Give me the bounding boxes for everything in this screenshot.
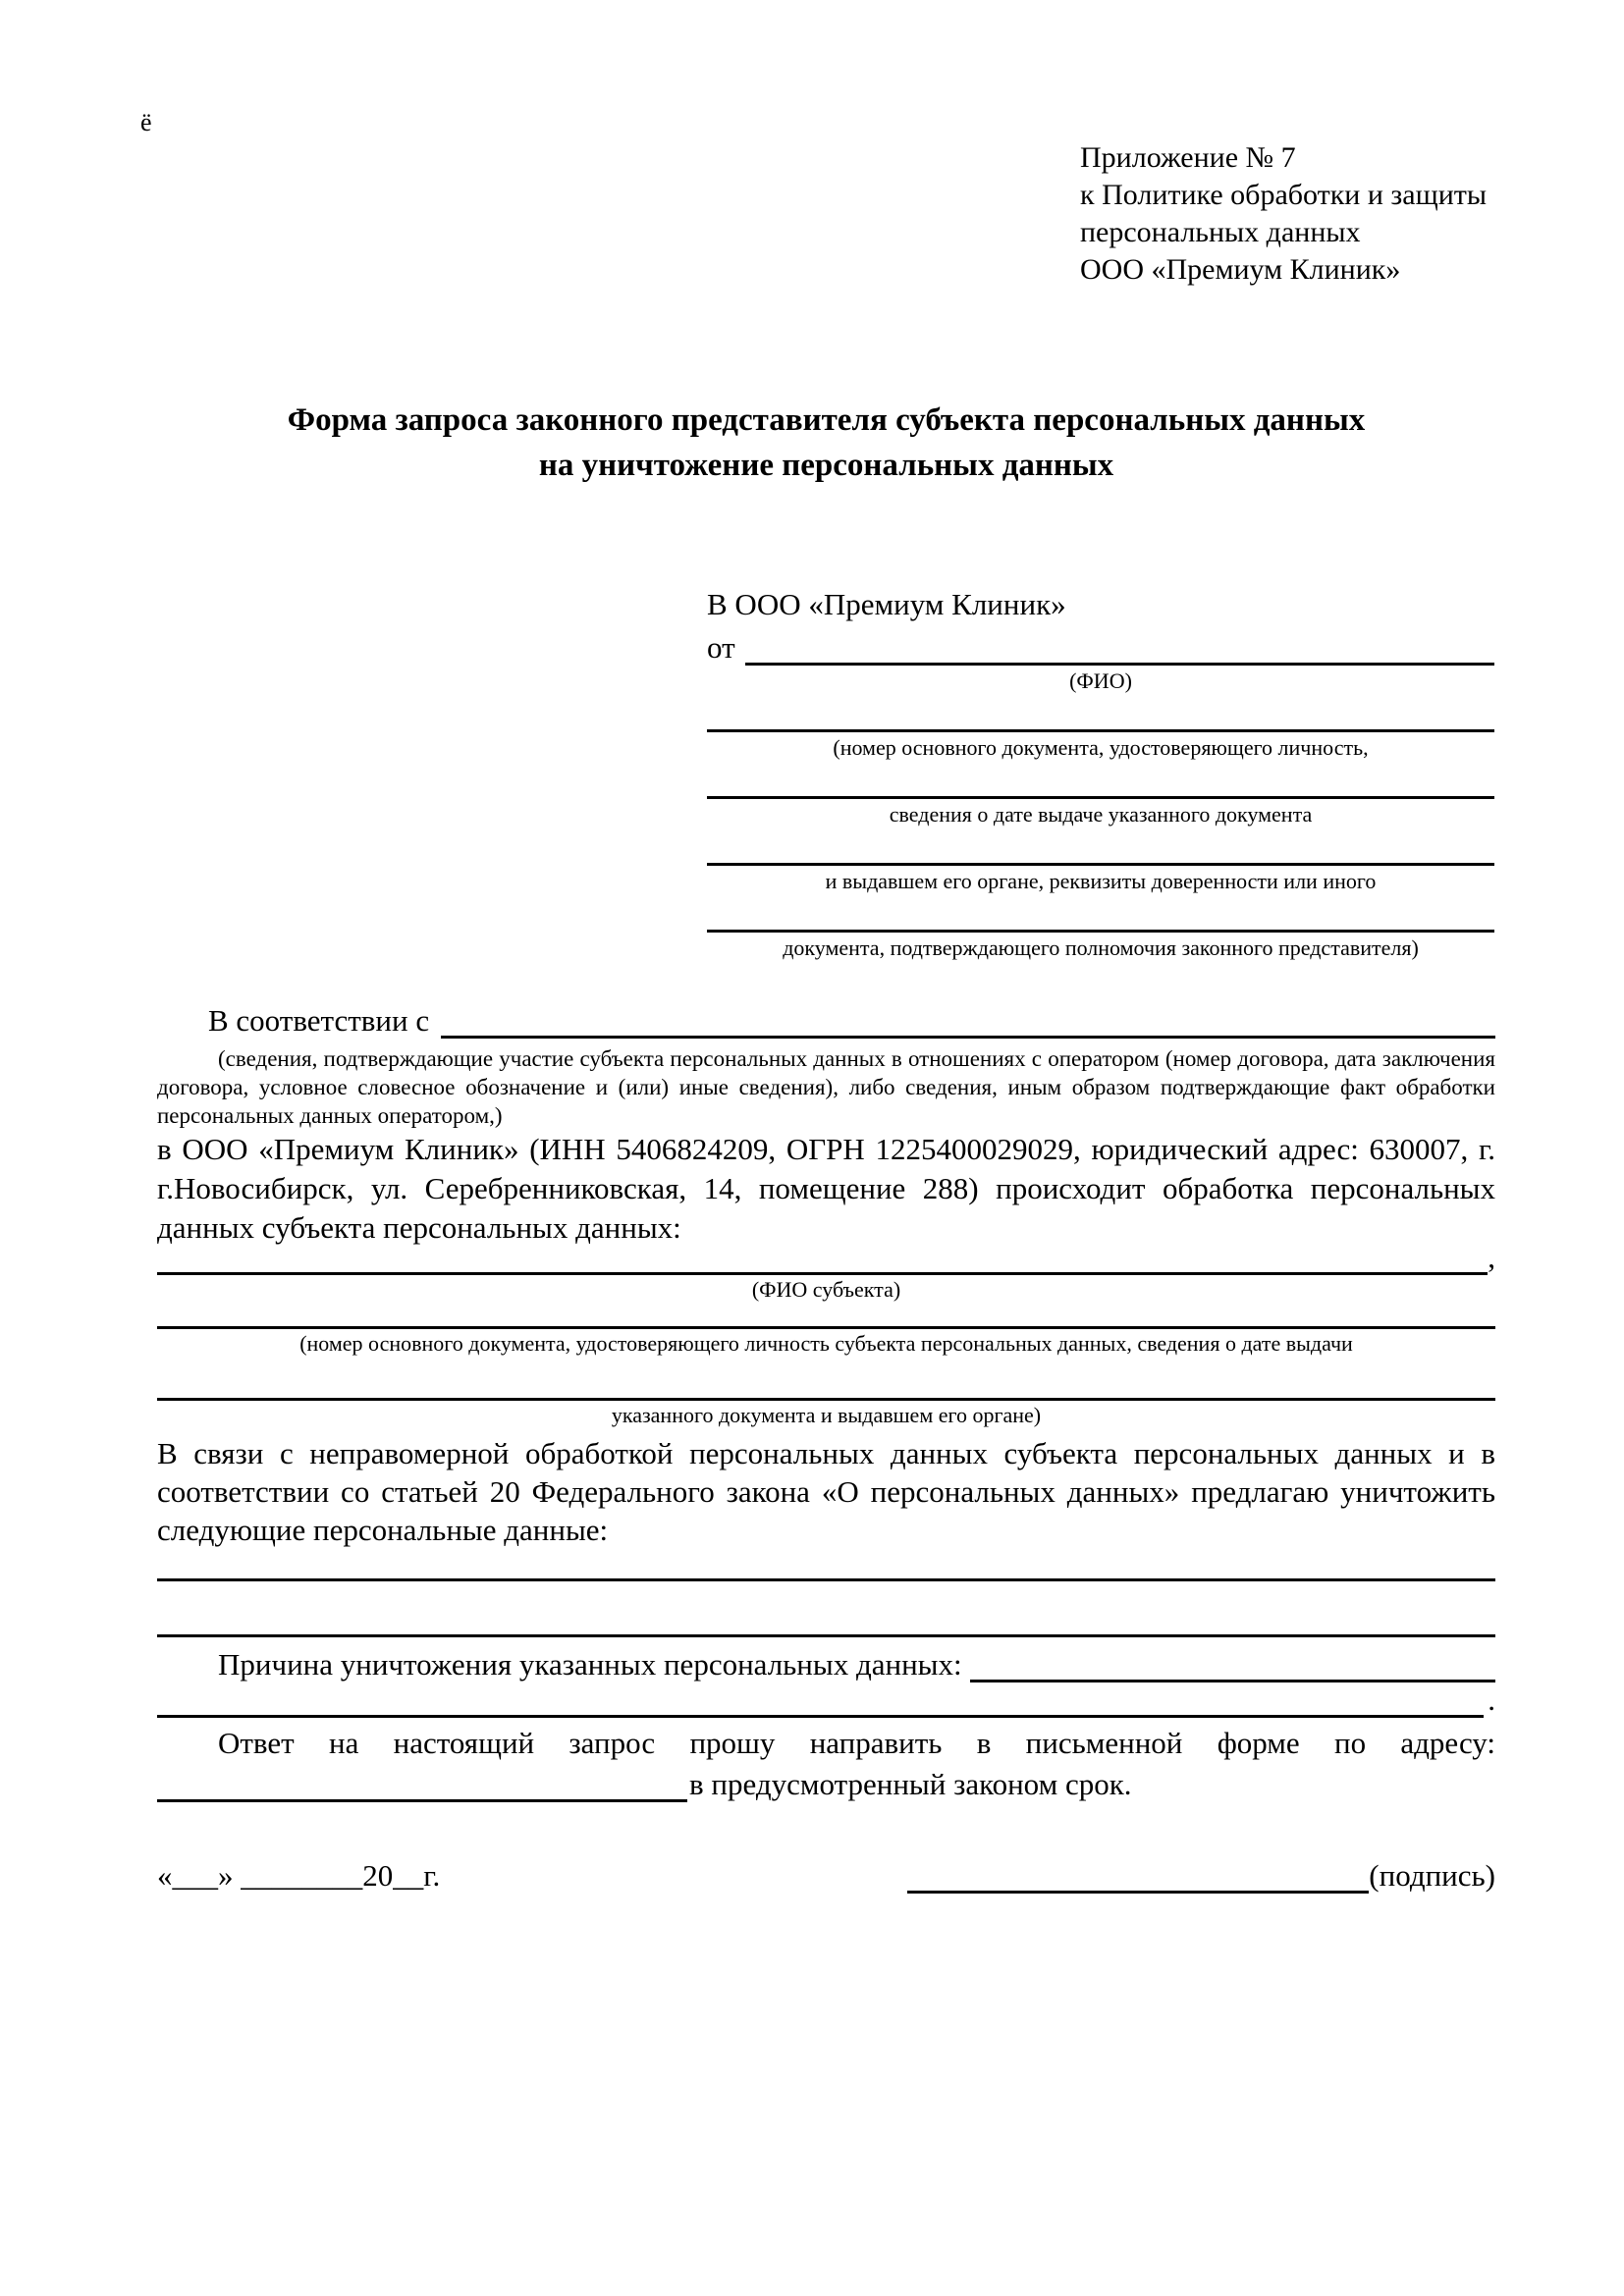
response-suffix: в предусмотренный законом срок. (689, 1767, 1132, 1801)
document-number-blank-line (707, 694, 1494, 732)
subject-fio-field (157, 1240, 1495, 1275)
from-label: от (707, 630, 735, 665)
signature-caption: (подпись) (1369, 1858, 1495, 1893)
from-field (707, 630, 1494, 666)
response-address-field (157, 1763, 1495, 1802)
subject-document-caption: (номер основного документа, удостоверяющего личность субъекта персональных данных, сведения о дате выдачи (299, 1331, 1353, 1356)
addressee-block (707, 587, 1494, 961)
subject-document-blank-line (157, 1303, 1495, 1329)
reason-label: Причина уничтожения указанных персональных данных: (218, 1647, 962, 1682)
reason-line-suffix: . (1488, 1682, 1495, 1717)
stray-character: ё (140, 108, 152, 136)
issue-date-blank-line (707, 761, 1494, 799)
signature-blank-line (907, 1890, 1369, 1894)
reason-blank-line (970, 1679, 1495, 1682)
accordance-note: (сведения, подтверждающие участие субъекта персональных данных в отношениях с оператором (номер договора, дата заключения договора, условное словесное обозначение и (или) иные сведения), либо сведения, иным образом подтверждающие факт обработки персональных данных оператором,) (157, 1046, 1495, 1128)
reason-field (157, 1637, 1495, 1682)
data-list-blank-line (157, 1549, 1495, 1581)
date-template: «___» ________20__г. (157, 1858, 441, 1893)
subject-fio-caption: (ФИО субъекта) (751, 1277, 901, 1302)
form-title-line: на уничтожение персональных данных (538, 448, 1114, 483)
accordance-label: В соответствии с (208, 1003, 430, 1038)
form-title (157, 398, 1495, 488)
response-address-blank-line (157, 1798, 687, 1802)
accordance-blank-line (441, 1035, 1495, 1039)
demand-paragraph: В связи с неправомерной обработкой персональных данных субъекта персональных данных и в соответствии со статьей 20 Федерального закона «О персональных данных» предлагаю уничтожить следующие персональные данные: (157, 1436, 1495, 1547)
reason-continuation-blank-line (157, 1714, 1484, 1718)
fio-caption: (ФИО) (1069, 668, 1132, 693)
subject-document-caption-2: указанного документа и выдавшем его органе) (611, 1403, 1042, 1427)
appendix-block (1080, 139, 1487, 289)
operator-paragraph: в ООО «Премиум Клиник» (ИНН 5406824209, ОГРН 1225400029029, юридический адрес: 630007, г. г.Новосибирск, ул. Серебренниковская, 14, помещение 288) происходит обработка персональных данных субъекта персональных данных: (157, 1132, 1495, 1245)
appendix-line: персональных данных (1080, 216, 1361, 248)
subject-document-blank-line-2 (157, 1357, 1495, 1401)
accordance-field (157, 999, 1495, 1039)
date-signature-row (157, 1858, 1495, 1894)
form-body (157, 999, 1495, 1802)
issue-date-caption: сведения о дате выдаче указанного документа (889, 802, 1313, 827)
from-blank-line (745, 662, 1494, 666)
appendix-line: Приложение № 7 (1080, 141, 1296, 174)
subject-line-suffix: , (1488, 1240, 1495, 1274)
response-paragraph: Ответ на настоящий запрос прошу направить в письменной форме по адресу: (218, 1726, 1495, 1760)
authority-document-caption: документа, подтверждающего полномочия законного представителя) (783, 935, 1419, 960)
form-title-line: Форма запроса законного представителя субъекта персональных данных (287, 402, 1366, 438)
subject-fio-blank-line (157, 1271, 1488, 1275)
issuing-authority-blank-line (707, 828, 1494, 866)
document-number-caption: (номер основного документа, удостоверяющего личность, (833, 735, 1369, 760)
authority-document-blank-line (707, 894, 1494, 933)
issuing-authority-caption: и выдавшем его органе, реквизиты доверенности или иного (825, 869, 1377, 893)
appendix-line: к Политике обработки и защиты (1080, 179, 1488, 211)
data-list-blank-line (157, 1581, 1495, 1637)
addressee-organization: В ООО «Премиум Клиник» (707, 587, 1066, 621)
reason-continuation-field (157, 1682, 1495, 1718)
appendix-line: ООО «Премиум Клиник» (1080, 253, 1401, 286)
